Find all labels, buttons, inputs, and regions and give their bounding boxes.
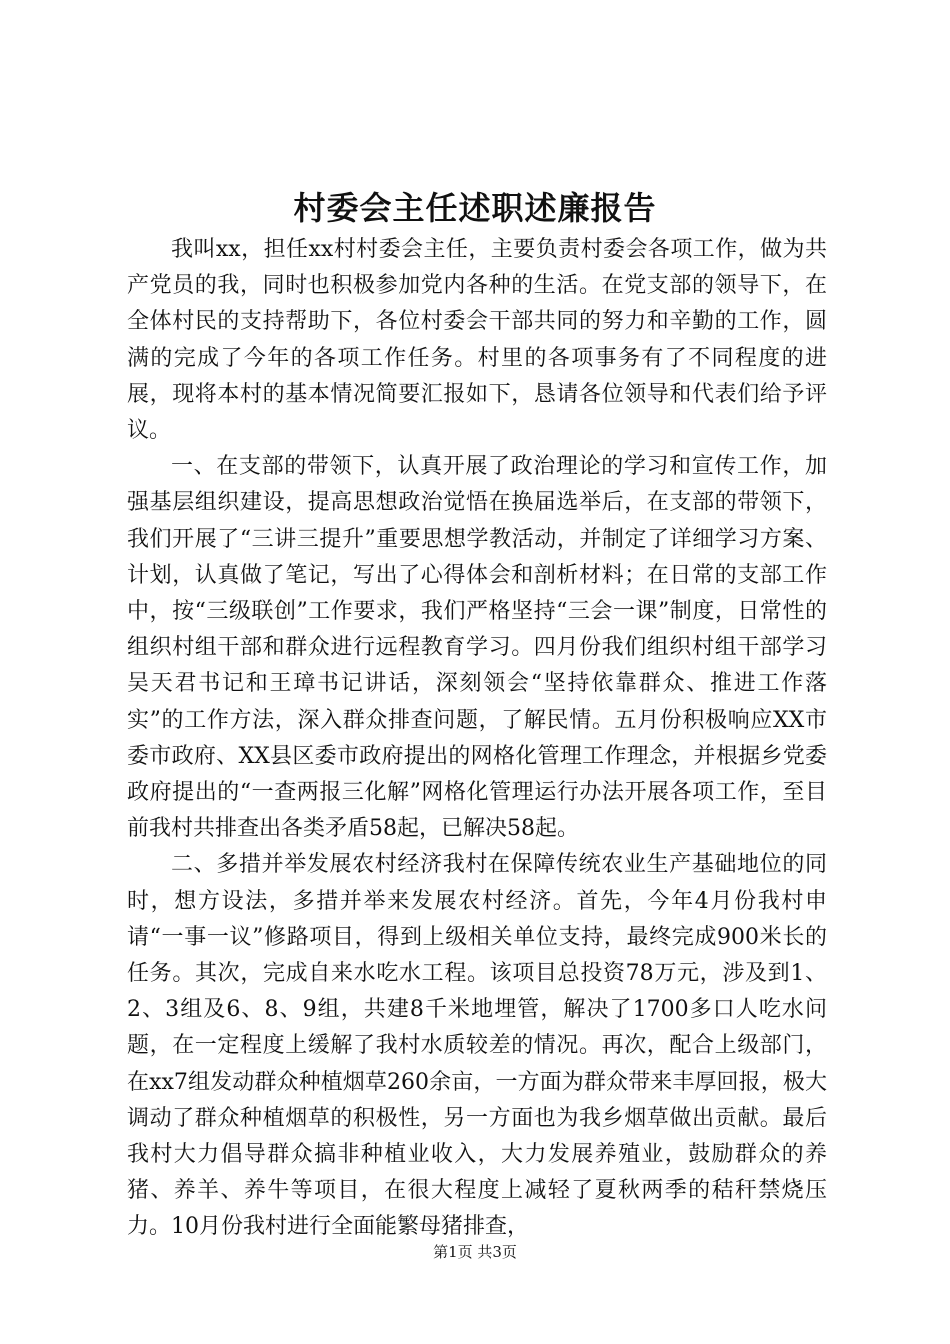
page-footer: 第1页 共3页 bbox=[433, 1243, 517, 1261]
paragraph-intro: 我叫xx，担任xx村村委会主任，主要负责村委会各项工作，做为共产党员的我，同时也积极参加党内各种的生活。在党支部的领导下，在全体村民的支持帮助下，各位村委会干部共同的努力和辛勤的工作，圆满的完成了今年的各项工作任务。村里的各项事务有了不同程度的进展，现将本村的基本情况简要汇报如下，恳请各位领导和代表们给予评议。 bbox=[127, 237, 827, 444]
document-body bbox=[127, 232, 827, 1246]
paragraph-section-1: 一、在支部的带领下，认真开展了政治理论的学习和宣传工作，加强基层组织建设，提高思想政治觉悟在换届选举后，在支部的带领下，我们开展了“三讲三提升”重要思想学教活动，并制定了详细学习方案、计划，认真做了笔记，写出了心得体会和剖析材料；在日常的支部工作中，按“三级联创”工作要求，我们严格坚持“三会一课”制度，日常性的组织村组干部和群众进行远程教育学习。四月份我们组织村组干部学习吴天君书记和王璋书记讲话，深刻领会“坚持依靠群众、推进工作落实”的工作方法，深入群众排查问题，了解民情。五月份积极响应XX市委市政府、XX县区委市政府提出的网格化管理工作理念，并根据乡党委政府提出的“一查两报三化解”网格化管理运行办法开展各项工作，至目前我村共排查出各类矛盾58起，已解决58起。 bbox=[127, 454, 827, 842]
paragraph-section-2: 二、多措并举发展农村经济我村在保障传统农业生产基础地位的同时，想方设法，多措并举来发展农村经济。首先，今年4月份我村申请“一事一议”修路项目，得到上级相关单位支持，最终完成900米长的任务。其次，完成自来水吃水工程。该项目总投资78万元，涉及到1、2、3组及6、8、9组，共建8千米地埋管，解决了1700多口人吃水问题，在一定程度上缓解了我村水质较差的情况。再次，配合上级部门，在xx7组发动群众种植烟草260余亩，一方面为群众带来丰厚回报，极大调动了群众种植烟草的积极性，另一方面也为我乡烟草做出贡献。最后我村大力倡导群众搞非种植业收入，大力发展养殖业，鼓励群众的养猪、养羊、养牛等项目，在很大程度上减轻了夏秋两季的秸秆禁烧压力。10月份我村进行全面能繁母猪排查， bbox=[127, 852, 827, 1240]
document-title: 村委会主任述职述廉报告 bbox=[293, 189, 657, 227]
